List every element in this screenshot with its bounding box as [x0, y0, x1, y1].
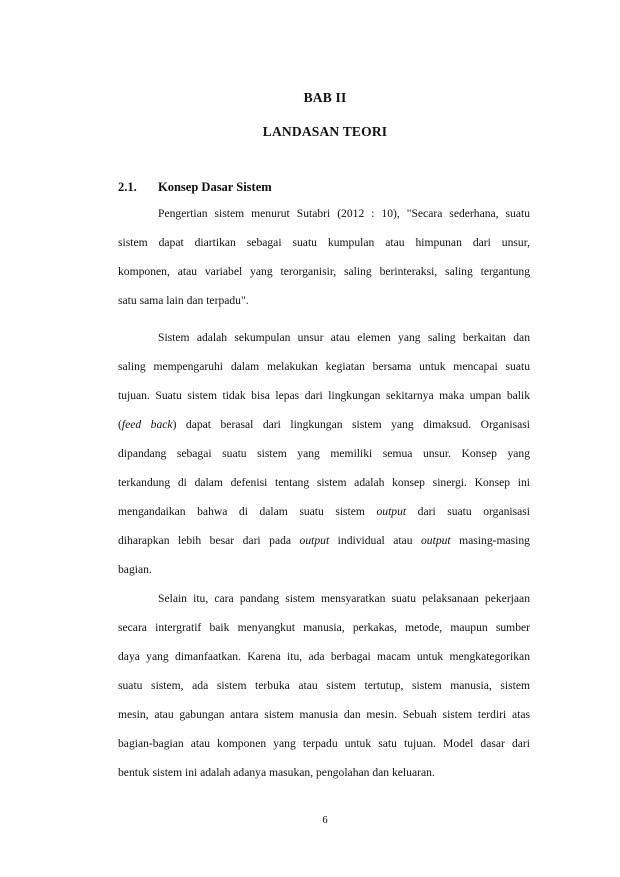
- paragraph-3-line-6: bagian-bagian atau komponen yang terpadu untuk satu tujuan. Model dasar dari: [118, 737, 530, 750]
- paragraph-2-line-6: terkandung di dalam defenisi tentang sistem adalah konsep sinergi. Konsep ini: [118, 476, 530, 489]
- paragraph-3-line-2: secara intergratif baik menyangkut manusia, perkakas, metode, maupun sumber: [118, 621, 530, 634]
- paragraph-1-line-4: satu sama lain dan terpadu".: [118, 294, 249, 307]
- paragraph-2-line-5: dipandang sebagai suatu sistem yang memiliki semua unsur. Konsep yang: [118, 447, 530, 460]
- paragraph-1-line-3: komponen, atau variabel yang terorganisir, saling berinteraksi, saling tergantung: [118, 265, 530, 278]
- paragraph-2-line-3: tujuan. Suatu sistem tidak bisa lepas dari lingkungan sekitarnya maka umpan balik: [118, 389, 530, 402]
- paragraph-2-line-1: Sistem adalah sekumpulan unsur atau elemen yang saling berkaitan dan: [158, 331, 530, 344]
- paragraph-2-line-9: bagian.: [118, 563, 152, 576]
- paragraph-2-line-7: mengandaikan bahwa di dalam suatu sistem output dari suatu organisasi: [118, 505, 531, 518]
- section-number: 2.1.: [118, 180, 137, 194]
- paragraph-1-line-1: Pengertian sistem menurut Sutabri (2012 : 10), "Secara sederhana, suatu: [158, 207, 530, 220]
- paragraph-3-line-3: daya yang dimanfaatkan. Karena itu, ada berbagai macam untuk mengkategorikan: [118, 650, 530, 663]
- chapter-number: BAB II: [303, 90, 347, 105]
- paragraph-2-line-8: diharapkan lebih besar dari pada output individual atau output masing-masing: [118, 534, 530, 547]
- section-heading: [118, 180, 272, 195]
- paragraph-3-line-7: bentuk sistem ini adalah adanya masukan, pengolahan dan keluaran.: [118, 766, 435, 779]
- paragraph-3-line-5: mesin, atau gabungan antara sistem manusia dan mesin. Sebuah sistem terdiri atas: [118, 708, 530, 721]
- chapter-title: LANDASAN TEORI: [262, 124, 388, 139]
- paragraph-2-line-2: saling mempengaruhi dalam melakukan kegiatan bersama untuk mencapai suatu: [118, 360, 530, 373]
- page-number: 6: [322, 815, 328, 826]
- paragraph-3-line-4: suatu sistem, ada sistem terbuka atau sistem tertutup, sistem manusia, sistem: [118, 679, 530, 692]
- section-title: Konsep Dasar Sistem: [158, 180, 272, 194]
- paragraph-1-line-2: sistem dapat diartikan sebagai suatu kumpulan atau himpunan dari unsur,: [118, 236, 530, 249]
- paragraph-2-line-4: (feed back) dapat berasal dari lingkungan sistem yang dimaksud. Organisasi: [118, 418, 530, 431]
- paragraph-3-line-1: Selain itu, cara pandang sistem mensyaratkan suatu pelaksanaan pekerjaan: [158, 592, 530, 605]
